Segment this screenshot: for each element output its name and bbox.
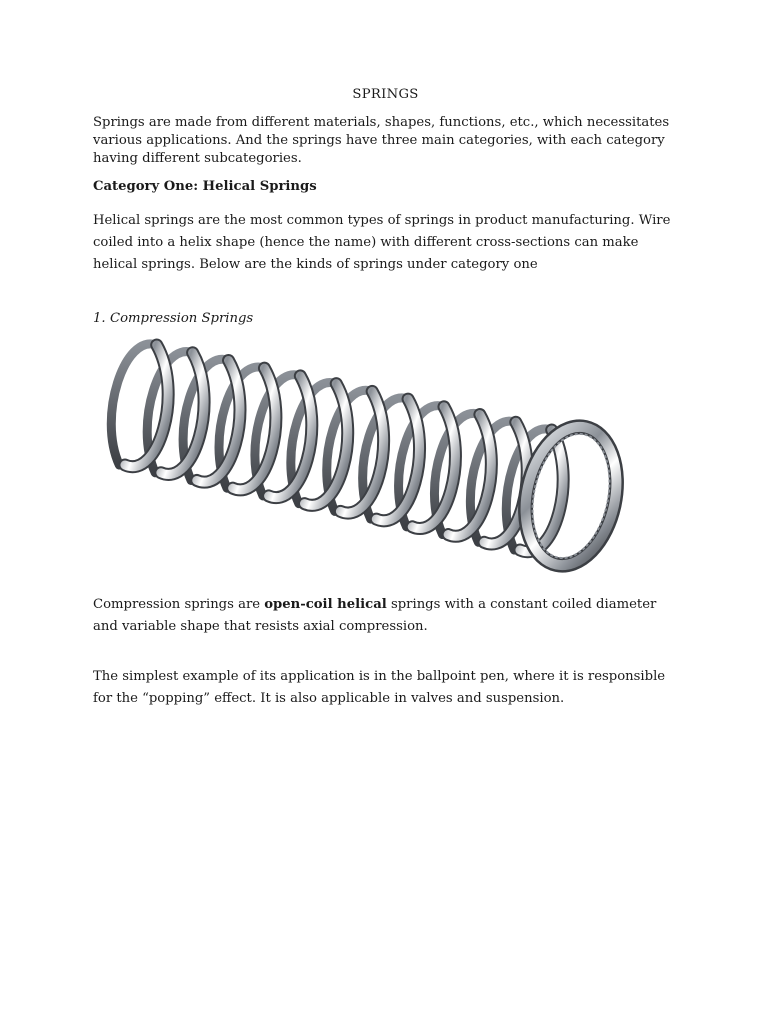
compression-springs-paragraph (93, 594, 678, 638)
compression-text-after: springs with a constant coiled diameter and variable shape that resists axial compression. (93, 597, 657, 634)
spring-front-strands (125, 345, 629, 574)
list-item-label: Compression Springs (110, 311, 254, 326)
intro-paragraph: Springs are made from different materials, shapes, functions, etc., which necessitates various applications. And the springs have three main categories, with each category having different subcategories. (93, 115, 670, 166)
document-title: SPRINGS (352, 87, 419, 102)
application-paragraph: The simplest example of its application is in the ballpoint pen, where it is responsible for the “popping” effect. It is also applicable in valves and suspension. (93, 669, 666, 706)
list-item-number: 1. (93, 311, 106, 326)
category-heading: Category One: Helical Springs (93, 179, 317, 194)
list-item-compression-springs (93, 310, 678, 328)
compression-text-before: Compression springs are (93, 597, 265, 612)
document-body (93, 86, 678, 710)
helical-springs-paragraph: Helical springs are the most common types of springs in product manufacturing. Wire coiled into a helix shape (hence the name) with different cross-sections can make helical springs. Below are the kinds of springs under category one (93, 213, 671, 272)
compression-text-bold: open-coil helical (264, 597, 387, 612)
compression-spring-image (93, 330, 678, 580)
compression-spring-figure (93, 330, 678, 580)
